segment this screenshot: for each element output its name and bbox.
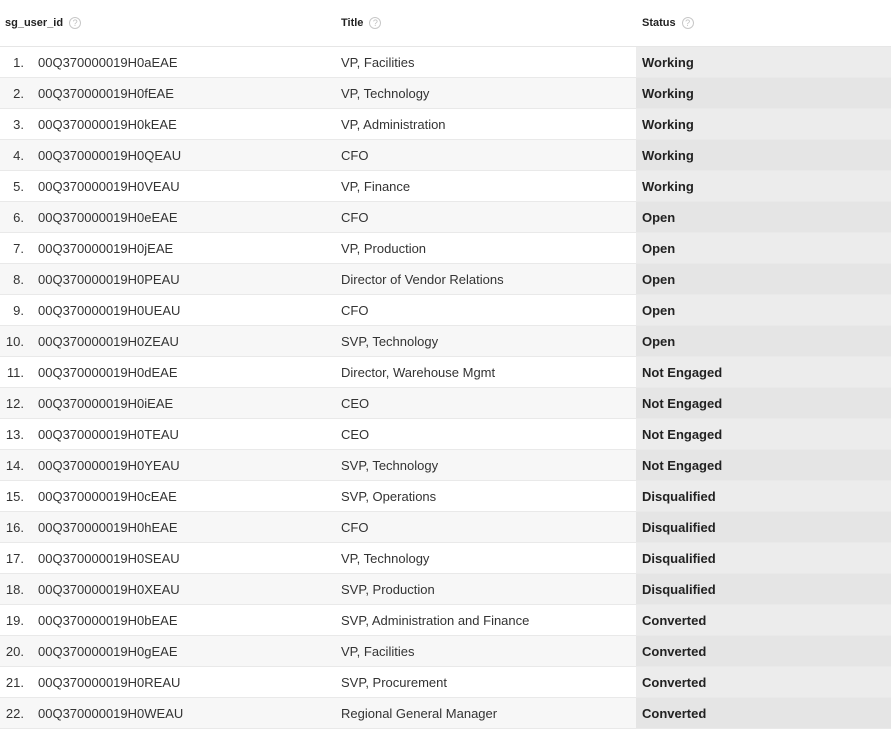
column-header-label: Title bbox=[341, 17, 364, 29]
table-row[interactable] bbox=[0, 109, 891, 140]
row-number: 10. bbox=[5, 333, 24, 349]
cell-sg-user-id: 00Q370000019H0aEAE bbox=[38, 54, 178, 70]
cell-title: SVP, Production bbox=[341, 581, 435, 597]
cell-sg-user-id: 00Q370000019H0REAU bbox=[38, 674, 181, 690]
cell-status: Converted bbox=[636, 698, 891, 728]
cell-status: Disqualified bbox=[636, 512, 891, 542]
cell-title: CFO bbox=[341, 209, 369, 225]
cell-sg-user-id: 00Q370000019H0WEAU bbox=[38, 705, 184, 721]
help-icon[interactable]: ? bbox=[69, 17, 81, 29]
column-header-sg-user-id[interactable] bbox=[0, 0, 336, 46]
table-row[interactable] bbox=[0, 388, 891, 419]
cell-sg-user-id: 00Q370000019H0TEAU bbox=[38, 426, 179, 442]
cell-title: SVP, Technology bbox=[341, 457, 439, 473]
row-number: 9. bbox=[13, 302, 24, 318]
table-row[interactable] bbox=[0, 698, 891, 729]
cell-title: Regional General Manager bbox=[341, 705, 498, 721]
cell-title: SVP, Technology bbox=[341, 333, 439, 349]
cell-status: Not Engaged bbox=[636, 388, 891, 418]
row-number: 2. bbox=[13, 85, 24, 101]
cell-title: SVP, Administration and Finance bbox=[341, 612, 530, 628]
column-header-label: Status bbox=[642, 17, 676, 29]
table-row[interactable] bbox=[0, 667, 891, 698]
table-row[interactable] bbox=[0, 78, 891, 109]
cell-title: VP, Finance bbox=[341, 178, 411, 194]
cell-status: Open bbox=[636, 295, 891, 325]
cell-title: VP, Facilities bbox=[341, 54, 415, 70]
cell-title: Director of Vendor Relations bbox=[341, 271, 504, 287]
row-number: 22. bbox=[5, 705, 24, 721]
table-row[interactable] bbox=[0, 605, 891, 636]
cell-sg-user-id: 00Q370000019H0ZEAU bbox=[38, 333, 179, 349]
cell-status: Disqualified bbox=[636, 574, 891, 604]
table-row[interactable] bbox=[0, 574, 891, 605]
cell-title: SVP, Operations bbox=[341, 488, 437, 504]
cell-status: Converted bbox=[636, 636, 891, 666]
cell-status: Working bbox=[636, 109, 891, 139]
cell-sg-user-id: 00Q370000019H0UEAU bbox=[38, 302, 181, 318]
table-row[interactable] bbox=[0, 295, 891, 326]
table-row[interactable] bbox=[0, 264, 891, 295]
table-row[interactable] bbox=[0, 357, 891, 388]
cell-status: Open bbox=[636, 264, 891, 294]
cell-sg-user-id: 00Q370000019H0jEAE bbox=[38, 240, 174, 256]
cell-title: CFO bbox=[341, 302, 369, 318]
table-row[interactable] bbox=[0, 512, 891, 543]
cell-title: VP, Technology bbox=[341, 550, 430, 566]
cell-status: Not Engaged bbox=[636, 450, 891, 480]
table-row[interactable] bbox=[0, 450, 891, 481]
row-number: 21. bbox=[5, 674, 24, 690]
cell-title: Director, Warehouse Mgmt bbox=[341, 364, 496, 380]
cell-status: Working bbox=[636, 78, 891, 108]
table-row[interactable] bbox=[0, 481, 891, 512]
cell-sg-user-id: 00Q370000019H0cEAE bbox=[38, 488, 177, 504]
cell-status: Open bbox=[636, 202, 891, 232]
cell-sg-user-id: 00Q370000019H0eEAE bbox=[38, 209, 178, 225]
cell-title: SVP, Procurement bbox=[341, 674, 447, 690]
row-number: 1. bbox=[13, 54, 24, 70]
row-number: 7. bbox=[13, 240, 24, 256]
table-row[interactable] bbox=[0, 171, 891, 202]
cell-status: Working bbox=[636, 47, 891, 77]
row-number: 4. bbox=[13, 147, 24, 163]
cell-sg-user-id: 00Q370000019H0YEAU bbox=[38, 457, 180, 473]
row-number: 12. bbox=[5, 395, 24, 411]
cell-title: CEO bbox=[341, 426, 370, 442]
cell-sg-user-id: 00Q370000019H0kEAE bbox=[38, 116, 177, 132]
table-row[interactable] bbox=[0, 233, 891, 264]
row-number: 15. bbox=[5, 488, 24, 504]
table-row[interactable] bbox=[0, 140, 891, 171]
row-number: 14. bbox=[5, 457, 24, 473]
cell-sg-user-id: 00Q370000019H0iEAE bbox=[38, 395, 174, 411]
cell-sg-user-id: 00Q370000019H0gEAE bbox=[38, 643, 178, 659]
cell-title: CEO bbox=[341, 395, 370, 411]
row-number: 13. bbox=[5, 426, 24, 442]
column-header-status[interactable] bbox=[636, 0, 891, 46]
column-header-label: sg_user_id bbox=[5, 17, 64, 29]
table-row[interactable] bbox=[0, 636, 891, 667]
row-number: 19. bbox=[5, 612, 24, 628]
row-number: 6. bbox=[13, 209, 24, 225]
cell-sg-user-id: 00Q370000019H0XEAU bbox=[38, 581, 180, 597]
cell-status: Disqualified bbox=[636, 543, 891, 573]
row-number: 20. bbox=[5, 643, 24, 659]
table-row[interactable] bbox=[0, 47, 891, 78]
cell-title: VP, Technology bbox=[341, 85, 430, 101]
cell-status: Open bbox=[636, 233, 891, 263]
cell-status: Disqualified bbox=[636, 481, 891, 511]
table-row[interactable] bbox=[0, 202, 891, 233]
cell-status: Open bbox=[636, 326, 891, 356]
table-header bbox=[0, 0, 891, 47]
row-number: 5. bbox=[13, 178, 24, 194]
cell-sg-user-id: 00Q370000019H0PEAU bbox=[38, 271, 180, 287]
cell-status: Not Engaged bbox=[636, 357, 891, 387]
row-number: 18. bbox=[5, 581, 24, 597]
row-number: 11. bbox=[6, 364, 24, 380]
cell-title: VP, Production bbox=[341, 240, 427, 256]
cell-status: Working bbox=[636, 140, 891, 170]
cell-sg-user-id: 00Q370000019H0hEAE bbox=[38, 519, 178, 535]
cell-status: Not Engaged bbox=[636, 419, 891, 449]
row-number: 3. bbox=[13, 116, 24, 132]
help-icon[interactable]: ? bbox=[369, 17, 381, 29]
cell-title: CFO bbox=[341, 519, 369, 535]
cell-title: CFO bbox=[341, 147, 369, 163]
cell-title: VP, Administration bbox=[341, 116, 446, 132]
cell-sg-user-id: 00Q370000019H0SEAU bbox=[38, 550, 180, 566]
row-number: 8. bbox=[13, 271, 24, 287]
cell-title: VP, Facilities bbox=[341, 643, 415, 659]
cell-sg-user-id: 00Q370000019H0bEAE bbox=[38, 612, 178, 628]
column-header-title[interactable] bbox=[336, 0, 636, 46]
table-row[interactable] bbox=[0, 326, 891, 357]
cell-status: Converted bbox=[636, 605, 891, 635]
cell-status: Converted bbox=[636, 667, 891, 697]
cell-sg-user-id: 00Q370000019H0QEAU bbox=[38, 147, 182, 163]
cell-status: Working bbox=[636, 171, 891, 201]
cell-sg-user-id: 00Q370000019H0fEAE bbox=[38, 85, 174, 101]
table-row[interactable] bbox=[0, 419, 891, 450]
row-number: 17. bbox=[5, 550, 24, 566]
help-icon[interactable]: ? bbox=[682, 17, 694, 29]
row-number: 16. bbox=[5, 519, 24, 535]
cell-sg-user-id: 00Q370000019H0VEAU bbox=[38, 178, 180, 194]
cell-sg-user-id: 00Q370000019H0dEAE bbox=[38, 364, 178, 380]
table-body bbox=[0, 47, 891, 729]
table-row[interactable] bbox=[0, 543, 891, 574]
